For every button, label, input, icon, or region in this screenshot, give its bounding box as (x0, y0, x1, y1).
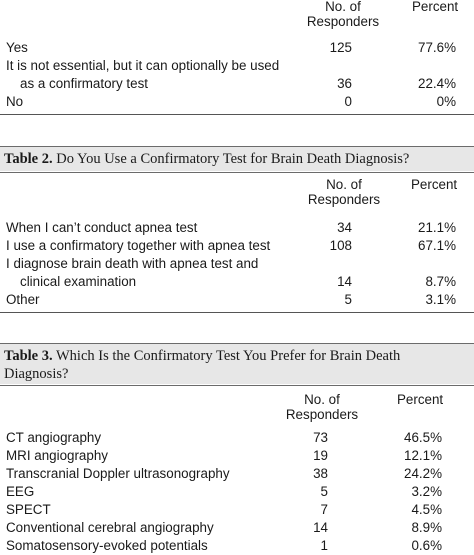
table3-row-label: Somatosensory-evoked potentials (6, 538, 208, 553)
table3-row-label: Conventional cerebral angiography (6, 520, 214, 535)
table1-row-count: 0 (344, 94, 352, 109)
table2-row-count: 14 (337, 274, 352, 289)
table3-title-text-cont: Diagnosis? (4, 366, 69, 382)
table3-row-count: 19 (313, 448, 328, 463)
table2-row-label: When I can’t conduct apnea test (6, 220, 198, 235)
table2-bottom-rule (0, 312, 474, 313)
table2-row-percent: 8.7% (425, 274, 456, 289)
table2-row-count: 34 (337, 220, 352, 235)
table3-row-percent: 3.2% (411, 484, 442, 499)
table3-header-count (277, 392, 367, 422)
table3-row-count: 5 (320, 484, 328, 499)
table2-title-rule (0, 172, 474, 173)
table3-title-line1 (4, 347, 470, 365)
table3-title-label: Table 3. (4, 348, 53, 364)
table2-title (0, 147, 474, 171)
table1-row-count: 125 (329, 40, 352, 55)
table2-title-label: Table 2. (4, 151, 53, 167)
table2-header-count-line2: Responders (307, 192, 381, 207)
table1-header-percent: Percent (412, 0, 459, 14)
table3-header-count-line2: Responders (285, 407, 359, 422)
table1-row-label: It is not essential, but it can optionally be used (6, 58, 280, 73)
table3-row-percent: 4.5% (411, 502, 442, 517)
table3-row-percent: 0.6% (411, 538, 442, 553)
table3-title (0, 344, 474, 384)
table3-row-percent: 24.2% (404, 466, 442, 481)
table3-row-count: 38 (313, 466, 328, 481)
table1-header-count-line2: Responders (306, 14, 380, 29)
table1-row-label: No (6, 94, 24, 109)
table3-header-count-line1: No. of (304, 392, 340, 407)
table3-row-label: CT angiography (6, 430, 102, 445)
table1-row-label: Yes (6, 40, 28, 55)
table1-row-label-cont: as a confirmatory test (20, 76, 149, 91)
table2-row-percent: 3.1% (425, 292, 456, 307)
table3-row-label: Transcranial Doppler ultrasonography (6, 466, 230, 481)
table3-row-percent: 12.1% (404, 448, 442, 463)
table1-header-count (298, 0, 388, 29)
table2-row-label-cont: clinical examination (20, 274, 137, 289)
table1-row-count: 36 (337, 76, 352, 91)
table1-bottom-rule (0, 114, 474, 115)
table2-row-count: 5 (344, 292, 352, 307)
table3-row-percent: 46.5% (404, 430, 442, 445)
table1-row-percent: 77.6% (418, 40, 456, 55)
table2-row-count: 108 (329, 238, 352, 253)
table2-row-percent: 67.1% (418, 238, 456, 253)
table3-row-count: 1 (320, 538, 328, 553)
table3-row-label: SPECT (6, 502, 51, 517)
table3-row-label: EEG (6, 484, 35, 499)
table3-title-text: Which Is the Confirmatory Test You Prefer for Brain Death (56, 348, 401, 364)
table2-header-percent: Percent (411, 177, 458, 192)
table2-row-label: I diagnose brain death with apnea test and (6, 256, 259, 271)
table2-row-label: Other (6, 292, 40, 307)
table3-header-percent: Percent (397, 392, 444, 407)
table3-title-rule (0, 385, 474, 386)
table3-row-count: 14 (313, 520, 328, 535)
table2-title-text: Do You Use a Confirmatory Test for Brain Death Diagnosis? (56, 151, 410, 167)
table2-header-count-line1: No. of (326, 177, 362, 192)
table1-header-count-line1: No. of (325, 0, 361, 14)
table3-row-count: 73 (313, 430, 328, 445)
table2-header-count (299, 177, 389, 207)
table2-row-label: I use a confirmatory together with apnea test (6, 238, 271, 253)
table1-row-percent: 0% (436, 94, 456, 109)
table1-row-percent: 22.4% (418, 76, 456, 91)
table2-row-percent: 21.1% (418, 220, 456, 235)
table3-row-count: 7 (320, 502, 328, 517)
table3-row-percent: 8.9% (411, 520, 442, 535)
table3-row-label: MRI angiography (6, 448, 108, 463)
